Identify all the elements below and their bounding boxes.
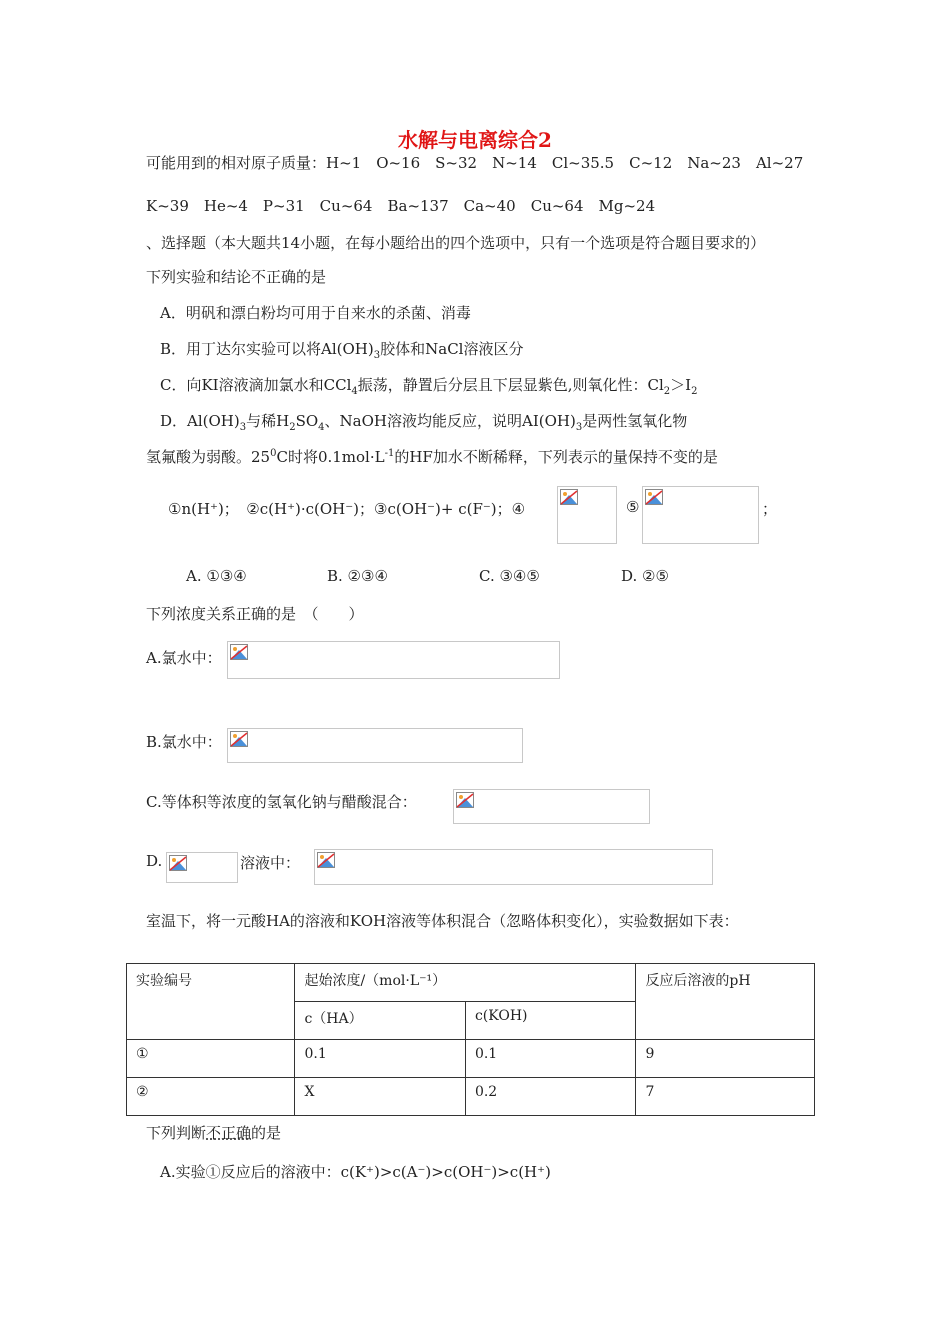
table-cell: 9 <box>636 1040 815 1078</box>
experiment-table <box>126 963 815 1116</box>
formula-image-d1 <box>166 852 238 883</box>
q2-item-5-label: ⑤ <box>626 498 640 516</box>
q2-items: ①n(H⁺)； ②c(H⁺)·c(OH⁻)；③c(OH⁻)+ c(F⁻)；④ <box>168 500 526 518</box>
q2-semicolon: ； <box>762 500 778 518</box>
q4-judge: 下列判断不正确的是 <box>146 1124 282 1142</box>
q1-stem: 下列实验和结论不正确的是 <box>146 268 327 286</box>
table-cell: 0.1 <box>295 1040 465 1078</box>
table-row <box>127 1078 815 1116</box>
q3-option-d-mid: 溶液中： <box>240 854 301 872</box>
q3-option-a: A.氯水中： <box>146 649 222 667</box>
table-header-cha: c（HA） <box>295 1002 465 1040</box>
broken-image-icon <box>456 792 474 808</box>
q3-option-c: C.等体积等浓度的氢氧化钠与醋酸混合： <box>146 793 417 811</box>
q4-stem: 室温下，将一元酸HA的溶液和KOH溶液等体积混合（忽略体积变化），实验数据如下表： <box>146 912 739 930</box>
formula-image-c <box>453 789 650 824</box>
table-header-conc: 起始浓度/（mol·L⁻¹） <box>295 964 636 1002</box>
q3-stem: 下列浓度关系正确的是 （ ） <box>146 605 364 623</box>
q1-option-c: C．向KI溶液滴加氯水和CCl$_4$振荡，静置后分层且下层显紫色,则氧化性：$Cl_2>I_2$ <box>160 376 698 397</box>
broken-image-icon <box>230 731 248 747</box>
broken-image-icon <box>560 489 578 505</box>
q2-choice-d: D. ②⑤ <box>621 567 669 585</box>
q1-option-b: B．用丁达尔实验可以将$Al(OH)_3$胶体和NaCl溶液区分 <box>160 340 524 361</box>
table-header-exp: 实验编号 <box>127 964 295 1040</box>
table-cell: ① <box>127 1040 295 1078</box>
atomic-mass-line-1: 可能用到的相对原子质量：H~1 O~16 S~32 N~14 Cl~35.5 C~12 Na~23 Al~27 <box>146 154 804 172</box>
q2-choice-c: C. ③④⑤ <box>479 567 540 585</box>
page-title: 水解与电离综合2 <box>398 128 552 152</box>
q4-option-a: A.实验①反应后的溶液中：c(K⁺)>c(A⁻)>c(OH⁻)>c(H⁺) <box>160 1163 551 1181</box>
table-header-ph: 反应后溶液的pH <box>636 964 815 1040</box>
broken-image-icon <box>169 855 187 871</box>
q2-choice-a: A. ①③④ <box>186 567 247 585</box>
q2-stem: 氢氟酸为弱酸。$25^0C$时将$0.1mol\cdot L^{-1}$的HF加水不断稀释，下列表示的量保持不变的是 <box>146 448 718 466</box>
q1-option-d: D．$Al(OH)_3$与稀$H_2SO_4$、NaOH溶液均能反应，说明$AI(OH)_3$是两性氢氧化物 <box>160 412 688 433</box>
q2-choice-b: B. ②③④ <box>327 567 388 585</box>
formula-image-d2 <box>314 849 713 885</box>
section-header: 、选择题（本大题共14小题，在每小题给出的四个选项中，只有一个选项是符合题目要求的） <box>146 234 766 252</box>
broken-image-icon <box>317 852 335 868</box>
emphasis-text: 不正确 <box>206 1124 252 1142</box>
formula-image-4 <box>557 486 617 544</box>
table-cell: 0.1 <box>465 1040 635 1078</box>
table-cell: X <box>295 1078 465 1116</box>
formula-image-b <box>227 728 523 763</box>
q3-option-b: B.氯水中： <box>146 733 222 751</box>
broken-image-icon <box>645 489 663 505</box>
table-row <box>127 1040 815 1078</box>
q1-option-a: A．明矾和漂白粉均可用于自来水的杀菌、消毒 <box>160 304 471 322</box>
table-cell: 0.2 <box>465 1078 635 1116</box>
table-cell: 7 <box>636 1078 815 1116</box>
table-cell: ② <box>127 1078 295 1116</box>
atomic-mass-line-2: K~39 He~4 P~31 Cu~64 Ba~137 Ca~40 Cu~64 Mg~24 <box>146 197 656 215</box>
formula-image-5 <box>642 486 759 544</box>
table-header-ckoh: c(KOH) <box>465 1002 635 1040</box>
broken-image-icon <box>230 644 248 660</box>
q3-option-d: D. <box>146 852 163 870</box>
formula-image-a <box>227 641 560 679</box>
